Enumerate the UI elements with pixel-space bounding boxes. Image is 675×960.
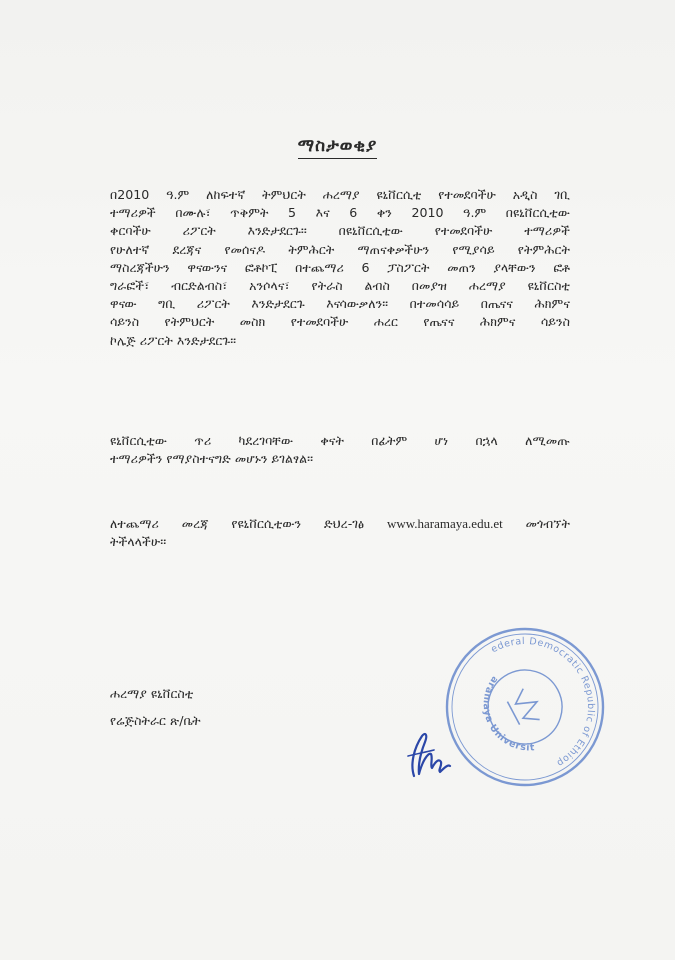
signoff-block (110, 680, 201, 734)
website-suffix: መጎብኘት (525, 516, 570, 531)
paragraph1-line: ተማሪዎች በሙሉ፣ ጥቅምት 5 እና 6 ቀን 2010 ዓ.ም በዩኒቨርሲቲው (110, 205, 570, 221)
paragraph1-line: ዋናው ግቢ ሪፖርት እንድታደርጉ እናሳውቃለን፡፡ በተመሳሳይ በጤናና ሕክምና (110, 296, 570, 312)
paragraph-notice (110, 432, 570, 468)
paragraph-website (110, 515, 570, 551)
paragraph3-line2: ትችላላችሁ፡፡ (110, 534, 167, 550)
paragraph1-line: ቀርባችሁ ሪፖርት እንድታደርጉ፡፡ በዩኒቨርሲቲው የተመደባችሁ ተማሪዎች (110, 223, 570, 239)
paragraph1-line: ኮሌጅ ሪፖርት እንድታደርጉ፡፡ (110, 332, 237, 348)
paragraph1-line: ግራፎች፣ ብርድልብስ፣ አንሶላና፣ የትራስ ልብስ በመያዝ ሐረማያ ዩኒቨርስቲ (110, 278, 570, 294)
title-text: ማስታወቂያ (298, 136, 378, 159)
paragraph2-line: ዩኒቨርሲቲው ጥሪ ካደረገባቸው ቀናት በፊትም ሆነ በኋላ ለሚመጡ (110, 433, 570, 448)
paragraph1-line: በ2010 ዓ.ም ለከፍተኛ ትምህርት ሐረማያ ዩኒቨርሲቲ የተመደባችሁ አዲስ ገቢ (110, 187, 570, 202)
signoff-university: ሐረማያ ዩኒቨርስቲ (110, 686, 194, 701)
signoff-office: የሬጅስትራር ጽ/ቤት (110, 713, 201, 728)
paragraph1-line: ሳይንስ የትምህርት መስክ የተመደባችሁ ሐረር የጤናና ሕክምና ሳይንስ (110, 314, 570, 330)
paragraph2-line: ተማሪዎችን የማያስተናግድ መሆኑን ይገልፃል፡፡ (110, 451, 314, 467)
stamp-inner-text: Haramaya University (480, 674, 536, 754)
paragraph3-line (110, 515, 570, 533)
stamp-outer-text: Federal Democratic Republic of Ethiopia (489, 635, 597, 769)
paragraph1-line: ማስረጃችሁን ዋናውንና ፎቶኮፒ በተጨማሪ 6 ፓስፖርት መጠን ያላቸውን ፎቶ (110, 259, 570, 275)
university-stamp (440, 622, 610, 792)
website-prefix: ለተጨማሪ መረጃ የዩኒቨርሲቲውን ድህረ-ገፅ (110, 516, 365, 531)
website-url: www.haramaya.edu.et (386, 516, 503, 531)
paragraph1-line: የሁለተኛ ደረጃና የመሰናዶ ትምሕርት ማጠናቀቃችሁን የሚያሳይ የትምሕርት (110, 241, 570, 257)
document-title (0, 136, 675, 159)
paragraph-announcement (110, 186, 570, 350)
signature (400, 718, 460, 788)
